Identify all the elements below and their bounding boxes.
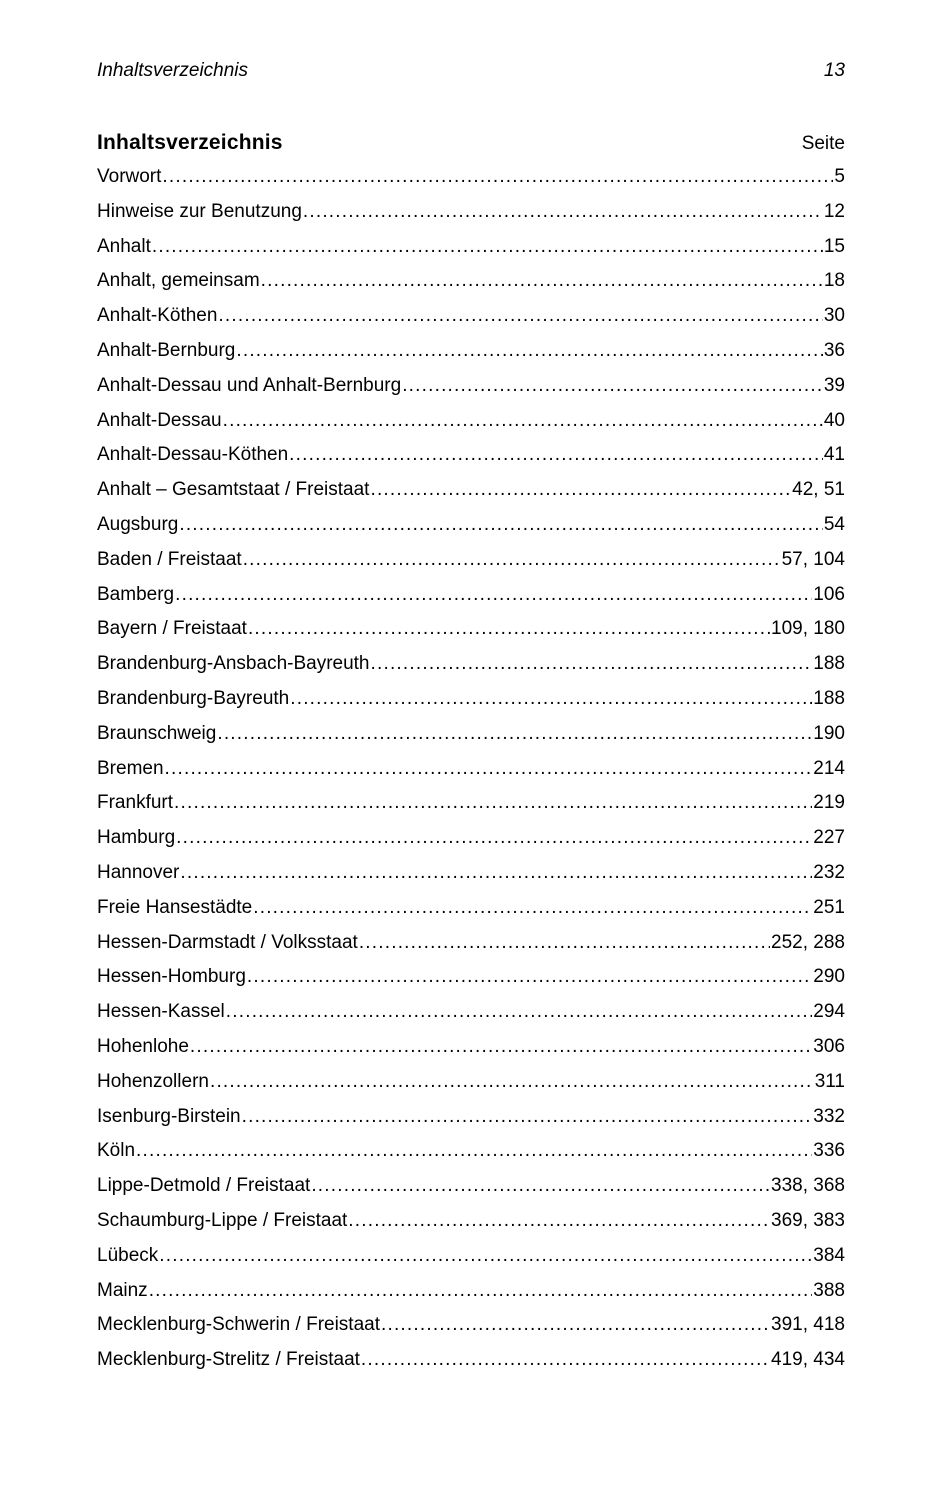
dot-leader bbox=[303, 201, 823, 223]
dot-leader bbox=[190, 1036, 812, 1058]
toc-entry-page: 40 bbox=[823, 409, 845, 431]
toc-entry-page: 109, 180 bbox=[771, 618, 845, 640]
toc-entry-title: Bremen bbox=[97, 757, 164, 779]
dot-leader bbox=[402, 375, 823, 397]
dot-leader bbox=[223, 410, 823, 432]
dot-leader bbox=[165, 758, 813, 780]
toc-entry-page: 306 bbox=[813, 1035, 845, 1057]
toc-entry bbox=[97, 549, 845, 584]
toc-entry bbox=[97, 653, 845, 688]
toc-entry bbox=[97, 723, 845, 758]
toc-entry-title: Anhalt bbox=[97, 235, 151, 257]
dot-leader bbox=[381, 1314, 770, 1336]
toc-entry-page: 232 bbox=[813, 861, 845, 883]
toc-entry bbox=[97, 1106, 845, 1141]
dot-leader bbox=[311, 1175, 770, 1197]
toc-entry-title: Vorwort bbox=[97, 166, 162, 187]
toc-entry-page: 251 bbox=[813, 896, 845, 918]
toc-entry-title: Hannover bbox=[97, 861, 180, 883]
toc-entry-title: Hinweise zur Benutzung bbox=[97, 200, 302, 222]
toc-entry-title: Anhalt-Dessau und Anhalt-Bernburg bbox=[97, 374, 402, 396]
toc-entry-page: 106 bbox=[813, 583, 845, 605]
dot-leader bbox=[289, 444, 823, 466]
dot-leader bbox=[248, 618, 770, 640]
toc-entry bbox=[97, 1140, 845, 1175]
dot-leader bbox=[175, 584, 812, 606]
toc-entry bbox=[97, 514, 845, 549]
dot-leader bbox=[180, 862, 812, 884]
page-column-label: Seite bbox=[801, 133, 845, 154]
dot-leader bbox=[290, 688, 812, 710]
toc-entry-page: 294 bbox=[813, 1001, 845, 1023]
toc-entry bbox=[97, 270, 845, 305]
toc-entry bbox=[97, 1210, 845, 1245]
toc-entry bbox=[97, 584, 845, 619]
dot-leader bbox=[359, 932, 770, 954]
toc-entry bbox=[97, 618, 845, 653]
dot-leader bbox=[149, 1280, 813, 1302]
toc-entry-page: 18 bbox=[823, 270, 845, 292]
dot-leader bbox=[348, 1210, 770, 1232]
toc-entry-title: Baden / Freistaat bbox=[97, 548, 242, 570]
toc-entry-title: Anhalt-Dessau-Köthen bbox=[97, 444, 289, 466]
toc-entry-page: 188 bbox=[813, 687, 845, 709]
toc-entry-title: Freie Hansestädte bbox=[97, 896, 253, 918]
toc-entry-page: 214 bbox=[813, 757, 845, 779]
dot-leader bbox=[176, 827, 812, 849]
dot-leader bbox=[261, 270, 823, 292]
dot-leader bbox=[152, 236, 823, 258]
toc-entry bbox=[97, 897, 845, 932]
toc-entry-page: 41 bbox=[823, 444, 845, 466]
dot-leader bbox=[361, 1349, 770, 1371]
toc-entry-title: Anhalt-Köthen bbox=[97, 305, 218, 327]
toc-entry-page: 336 bbox=[813, 1140, 845, 1162]
toc-entry bbox=[97, 444, 845, 479]
dot-leader bbox=[174, 792, 812, 814]
toc-entry-page: 54 bbox=[823, 513, 845, 535]
toc-entry-title: Bayern / Freistaat bbox=[97, 618, 247, 640]
toc-entry-page: 219 bbox=[813, 792, 845, 814]
toc-entry-title: Isenburg-Birstein bbox=[97, 1105, 241, 1127]
running-header bbox=[97, 60, 845, 82]
toc-entry-title: Anhalt-Dessau bbox=[97, 409, 222, 431]
dot-leader bbox=[162, 166, 833, 188]
dot-leader bbox=[210, 1071, 814, 1093]
toc-entry-page: 5 bbox=[834, 166, 845, 187]
running-header-title: Inhaltsverzeichnis bbox=[97, 60, 249, 81]
toc-entry-title: Augsburg bbox=[97, 513, 179, 535]
toc-entry-title: Mainz bbox=[97, 1279, 148, 1301]
toc-entry-title: Hessen-Homburg bbox=[97, 966, 246, 988]
toc-entry-page: 57, 104 bbox=[781, 548, 845, 570]
dot-leader bbox=[217, 723, 812, 745]
toc-entry bbox=[97, 932, 845, 967]
toc-entry bbox=[97, 792, 845, 827]
dot-leader bbox=[179, 514, 823, 536]
toc-list bbox=[97, 166, 845, 1384]
toc-entry bbox=[97, 966, 845, 1001]
dot-leader bbox=[136, 1140, 812, 1162]
toc-entry-page: 388 bbox=[813, 1279, 845, 1301]
toc-entry-page: 190 bbox=[813, 722, 845, 744]
toc-entry-title: Hessen-Kassel bbox=[97, 1001, 225, 1023]
toc-entry-title: Lübeck bbox=[97, 1244, 159, 1266]
dot-leader bbox=[370, 479, 791, 501]
toc-entry-title: Hohenlohe bbox=[97, 1035, 189, 1057]
dot-leader bbox=[371, 653, 813, 675]
toc-entry bbox=[97, 758, 845, 793]
toc-entry bbox=[97, 166, 845, 201]
toc-entry-title: Anhalt, gemeinsam bbox=[97, 270, 260, 292]
toc-entry-title: Hohenzollern bbox=[97, 1070, 209, 1092]
dot-leader bbox=[242, 1106, 813, 1128]
toc-entry-page: 332 bbox=[813, 1105, 845, 1127]
toc-entry-page: 227 bbox=[813, 827, 845, 849]
toc-entry bbox=[97, 1175, 845, 1210]
toc-entry-title: Anhalt-Bernburg bbox=[97, 339, 236, 361]
toc-entry bbox=[97, 1245, 845, 1280]
toc-entry-page: 15 bbox=[823, 235, 845, 257]
toc-entry-title: Hamburg bbox=[97, 827, 176, 849]
dot-leader bbox=[226, 1001, 813, 1023]
toc-entry bbox=[97, 1314, 845, 1349]
dot-leader bbox=[218, 305, 822, 327]
dot-leader bbox=[236, 340, 822, 362]
toc-entry-page: 252, 288 bbox=[771, 931, 845, 953]
toc-entry bbox=[97, 479, 845, 514]
toc-entry bbox=[97, 1036, 845, 1071]
toc-entry-title: Braunschweig bbox=[97, 722, 217, 744]
toc-title: Inhaltsverzeichnis bbox=[97, 131, 283, 154]
toc-entry-page: 419, 434 bbox=[771, 1349, 845, 1371]
toc-entry bbox=[97, 201, 845, 236]
toc-entry-title: Frankfurt bbox=[97, 792, 174, 814]
toc-entry-page: 338, 368 bbox=[771, 1175, 845, 1197]
toc-entry-page: 290 bbox=[813, 966, 845, 988]
toc-entry-title: Anhalt – Gesamtstaat / Freistaat bbox=[97, 479, 370, 501]
toc-entry-title: Köln bbox=[97, 1140, 136, 1162]
toc-entry-title: Schaumburg-Lippe / Freistaat bbox=[97, 1209, 348, 1231]
toc-entry bbox=[97, 1280, 845, 1315]
toc-entry bbox=[97, 1349, 845, 1384]
toc-entry-title: Hessen-Darmstadt / Volksstaat bbox=[97, 931, 358, 953]
toc-entry bbox=[97, 236, 845, 271]
toc-entry-page: 369, 383 bbox=[771, 1209, 845, 1231]
toc-entry-page: 391, 418 bbox=[771, 1314, 845, 1336]
toc-entry-page: 188 bbox=[813, 653, 845, 675]
dot-leader bbox=[159, 1245, 812, 1267]
toc-entry-page: 384 bbox=[813, 1244, 845, 1266]
dot-leader bbox=[247, 966, 812, 988]
dot-leader bbox=[253, 897, 812, 919]
toc-entry-title: Brandenburg-Ansbach-Bayreuth bbox=[97, 653, 370, 675]
toc-entry bbox=[97, 375, 845, 410]
dot-leader bbox=[243, 549, 781, 571]
toc-entry-page: 39 bbox=[823, 374, 845, 396]
toc-entry bbox=[97, 1071, 845, 1106]
toc-entry-title: Bamberg bbox=[97, 583, 175, 605]
toc-entry bbox=[97, 410, 845, 445]
toc-entry-title: Lippe-Detmold / Freistaat bbox=[97, 1175, 311, 1197]
running-header-page-number: 13 bbox=[823, 60, 845, 81]
toc-entry bbox=[97, 1001, 845, 1036]
toc-entry bbox=[97, 862, 845, 897]
toc-entry-page: 36 bbox=[823, 339, 845, 361]
toc-entry-title: Mecklenburg-Schwerin / Freistaat bbox=[97, 1314, 380, 1336]
toc-header bbox=[97, 131, 845, 155]
toc-entry bbox=[97, 688, 845, 723]
toc-entry-page: 30 bbox=[823, 305, 845, 327]
toc-entry-title: Mecklenburg-Strelitz / Freistaat bbox=[97, 1349, 360, 1371]
toc-entry-page: 12 bbox=[823, 200, 845, 222]
toc-entry bbox=[97, 827, 845, 862]
toc-entry-page: 42, 51 bbox=[792, 479, 845, 501]
toc-entry-title: Brandenburg-Bayreuth bbox=[97, 687, 290, 709]
toc-entry bbox=[97, 340, 845, 375]
toc-entry bbox=[97, 305, 845, 340]
toc-entry-page: 311 bbox=[814, 1070, 845, 1092]
